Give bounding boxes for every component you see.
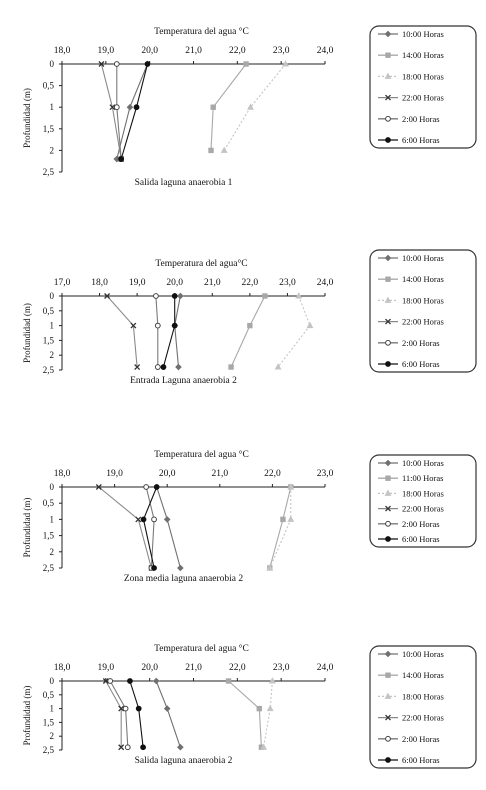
y-tick-label: 1 [49, 320, 54, 331]
chart-panel-3 [22, 449, 476, 584]
data-point [134, 105, 139, 110]
y-tick-label: 2,5 [42, 745, 54, 755]
data-point [161, 365, 166, 370]
y-tick-label: 0 [49, 59, 54, 69]
legend-swatch-marker [386, 736, 391, 741]
data-point [226, 679, 230, 683]
series-line [278, 296, 310, 367]
data-point [211, 105, 215, 109]
legend-label: 18:00 Horas [402, 691, 444, 702]
legend-label: 18:00 Horas [402, 71, 444, 82]
data-point [127, 105, 132, 110]
series-line [224, 64, 285, 150]
series-line [156, 681, 180, 747]
x-tick-label: 23,0 [279, 278, 296, 288]
series-6 [128, 679, 146, 750]
series-line [229, 681, 262, 747]
legend-label: 10:00 Horas [402, 29, 444, 39]
data-point [288, 517, 293, 522]
series-3 [222, 61, 289, 152]
chart-title: Temperatura del agua °C [154, 644, 249, 654]
series-line [107, 296, 137, 367]
series-2 [268, 485, 293, 570]
y-tick-label: 2 [49, 145, 54, 156]
chart-caption: Zona media laguna anaerobia 2 [123, 574, 244, 584]
data-point [257, 706, 261, 710]
x-tick-label: 18,0 [53, 663, 71, 673]
legend-label: 22:00 Horas [402, 92, 444, 103]
y-tick-label: 0 [49, 676, 54, 686]
series-line [106, 681, 121, 747]
series-line [163, 296, 174, 367]
data-point [155, 365, 160, 370]
x-tick-label: 23,0 [316, 469, 334, 479]
legend-box [370, 250, 476, 372]
y-axis-label: Profundidad (m) [22, 303, 32, 363]
data-point [283, 61, 288, 66]
legend-label: 14:00 Horas [402, 274, 444, 285]
data-point [209, 148, 213, 152]
series-line [130, 681, 143, 747]
data-point [128, 679, 133, 684]
legend-box [370, 26, 476, 148]
y-tick-label: 1,5 [42, 717, 54, 728]
x-tick-label: 24,0 [316, 46, 334, 56]
legend-swatch-marker [386, 53, 390, 57]
x-tick-label: 24,0 [316, 663, 334, 673]
series-6 [141, 485, 159, 571]
data-point [263, 294, 267, 298]
y-tick-label: 1 [49, 703, 54, 714]
data-point [268, 706, 273, 711]
data-point [155, 323, 160, 328]
series-3 [275, 293, 312, 369]
legend [370, 455, 476, 547]
data-point [270, 678, 275, 683]
series-line [101, 64, 121, 159]
data-point [152, 517, 157, 522]
chart-panel-1 [22, 26, 476, 188]
series-line [99, 487, 152, 568]
y-tick-label: 2 [49, 350, 54, 361]
data-point [229, 365, 233, 369]
x-tick-label: 19,0 [97, 46, 115, 56]
chart-caption: Salida laguna anaerobia 1 [134, 178, 233, 188]
legend-label: 22:00 Horas [402, 712, 444, 723]
x-tick-label: 20,0 [158, 469, 176, 479]
series-2 [229, 294, 267, 369]
data-point [172, 323, 177, 328]
data-point [154, 678, 159, 683]
series-1 [154, 678, 183, 749]
y-tick-label: 1,5 [42, 530, 54, 541]
series-2 [209, 62, 248, 153]
data-point [178, 745, 183, 750]
legend-label: 10:00 Horas [402, 649, 444, 659]
legend-swatch-marker [386, 277, 390, 281]
series-3 [261, 678, 275, 749]
legend-label: 6:00 Horas [402, 135, 440, 145]
y-tick-label: 2 [49, 731, 54, 742]
y-tick-label: 0,5 [42, 689, 54, 700]
legend-swatch-marker [386, 537, 391, 542]
series-4 [105, 294, 140, 370]
series-line [110, 681, 128, 747]
data-point [125, 745, 130, 750]
legend-label: 6:00 Horas [402, 534, 440, 544]
data-point [244, 62, 248, 66]
y-tick-label: 1,5 [42, 335, 54, 346]
x-tick-label: 21,0 [203, 278, 221, 288]
data-point [141, 745, 146, 750]
series-5 [108, 679, 130, 750]
y-tick-label: 2,5 [42, 167, 54, 177]
series-1 [154, 484, 183, 570]
x-tick-label: 22,0 [264, 469, 281, 479]
chart-panel-2 [22, 250, 476, 386]
data-point [165, 517, 170, 522]
data-point [114, 105, 119, 110]
legend [370, 250, 476, 372]
data-point [281, 517, 285, 521]
y-tick-label: 2,5 [42, 563, 54, 573]
legend-label: 2:00 Horas [402, 113, 440, 124]
legend-swatch-marker [386, 116, 391, 121]
data-point [248, 323, 252, 327]
series-line [121, 64, 147, 159]
series-line [117, 64, 148, 159]
legend-swatch-marker [386, 138, 391, 143]
x-tick-label: 22,0 [241, 278, 259, 288]
legend-label: 10:00 Horas [402, 458, 444, 468]
series-line [146, 487, 154, 568]
x-tick-label: 19,0 [106, 469, 123, 479]
data-point [145, 62, 150, 67]
x-tick-label: 18,0 [53, 469, 71, 479]
legend [370, 26, 476, 148]
series-line [264, 681, 273, 747]
y-axis-label: Profundidad (m) [22, 88, 32, 148]
data-point [144, 485, 149, 490]
data-point [108, 679, 113, 684]
x-tick-label: 22,0 [229, 663, 246, 673]
data-point [178, 293, 183, 298]
legend-label: 18:00 Horas [402, 295, 444, 306]
data-point [114, 62, 119, 67]
y-tick-label: 1 [49, 102, 54, 113]
y-tick-label: 0,5 [42, 305, 54, 316]
data-point [123, 706, 128, 711]
x-tick-label: 22,0 [229, 46, 246, 56]
y-tick-label: 1,5 [42, 123, 54, 134]
series-line [211, 64, 246, 150]
series-line [144, 487, 157, 568]
series-line [156, 296, 158, 367]
legend [370, 646, 476, 768]
series-2 [226, 679, 263, 750]
legend-box [370, 646, 476, 768]
legend-label: 22:00 Horas [402, 503, 444, 514]
data-point [222, 148, 227, 153]
data-point [176, 364, 181, 369]
x-tick-label: 23,0 [272, 46, 290, 56]
data-point [141, 517, 146, 522]
data-point [172, 294, 177, 299]
data-point [154, 485, 159, 490]
data-point [178, 565, 183, 570]
legend-label: 2:00 Horas [402, 337, 440, 348]
legend-label: 14:00 Horas [402, 50, 444, 61]
y-tick-label: 0,5 [42, 498, 54, 509]
legend-label: 2:00 Horas [402, 733, 440, 744]
x-tick-label: 18,0 [53, 46, 71, 56]
x-tick-label: 20,0 [166, 278, 184, 288]
x-tick-label: 23,0 [272, 663, 290, 673]
x-tick-label: 20,0 [141, 46, 158, 56]
x-tick-label: 20,0 [141, 663, 158, 673]
y-axis-label: Profundidad (m) [22, 685, 32, 746]
x-tick-label: 19,0 [97, 663, 115, 673]
series-1 [172, 293, 183, 369]
chart-title: Temperatura del agua °C [154, 27, 249, 37]
y-tick-label: 0 [49, 482, 54, 492]
chart-caption: Entrada Laguna anaerobia 2 [130, 376, 237, 386]
data-point [296, 293, 301, 298]
data-point [307, 323, 312, 328]
y-tick-label: 2,5 [42, 365, 54, 375]
legend-label: 18:00 Horas [402, 488, 444, 499]
legend-swatch-marker [386, 673, 390, 677]
data-point [165, 706, 170, 711]
x-tick-label: 21,0 [211, 469, 229, 479]
legend-label: 6:00 Horas [402, 755, 440, 765]
x-tick-label: 18,0 [91, 278, 108, 288]
legend-label: 10:00 Horas [402, 253, 444, 263]
data-point [136, 706, 141, 711]
chart-title: Temperatura del agua °C [154, 450, 249, 460]
legend-swatch-marker [386, 521, 391, 526]
legend-swatch-marker [386, 758, 391, 763]
y-axis-label: Profundidad (m) [22, 497, 32, 558]
legend-label: 6:00 Horas [402, 359, 440, 369]
chart-title: Temperatura del agua°C [155, 259, 248, 269]
series-5 [154, 294, 161, 370]
legend-swatch-marker [386, 362, 391, 367]
series-6 [119, 62, 150, 162]
legend-swatch-marker [386, 340, 391, 345]
data-point [119, 157, 124, 162]
chart-panel-4 [22, 643, 476, 768]
series-4 [103, 679, 123, 750]
y-tick-label: 1 [49, 514, 54, 525]
chart-caption: Salida laguna anaerobia 2 [134, 756, 233, 766]
legend-label: 2:00 Horas [402, 518, 440, 529]
y-tick-label: 2 [49, 546, 54, 557]
x-tick-label: 24,0 [316, 278, 334, 288]
y-tick-label: 0 [49, 291, 54, 301]
y-tick-label: 0,5 [42, 80, 54, 91]
x-tick-label: 17,0 [53, 278, 71, 288]
legend-label: 14:00 Horas [402, 670, 444, 681]
x-tick-label: 21,0 [185, 46, 202, 56]
x-tick-label: 21,0 [185, 663, 202, 673]
data-point [152, 566, 157, 571]
x-tick-label: 19,0 [128, 278, 146, 288]
legend-swatch-marker [386, 476, 390, 480]
series-line [231, 296, 265, 367]
series-line [175, 296, 181, 367]
data-point [154, 294, 159, 299]
legend-label: 22:00 Horas [402, 316, 444, 327]
series-line [157, 487, 181, 568]
legend-label: 11:00 Horas [402, 473, 444, 484]
